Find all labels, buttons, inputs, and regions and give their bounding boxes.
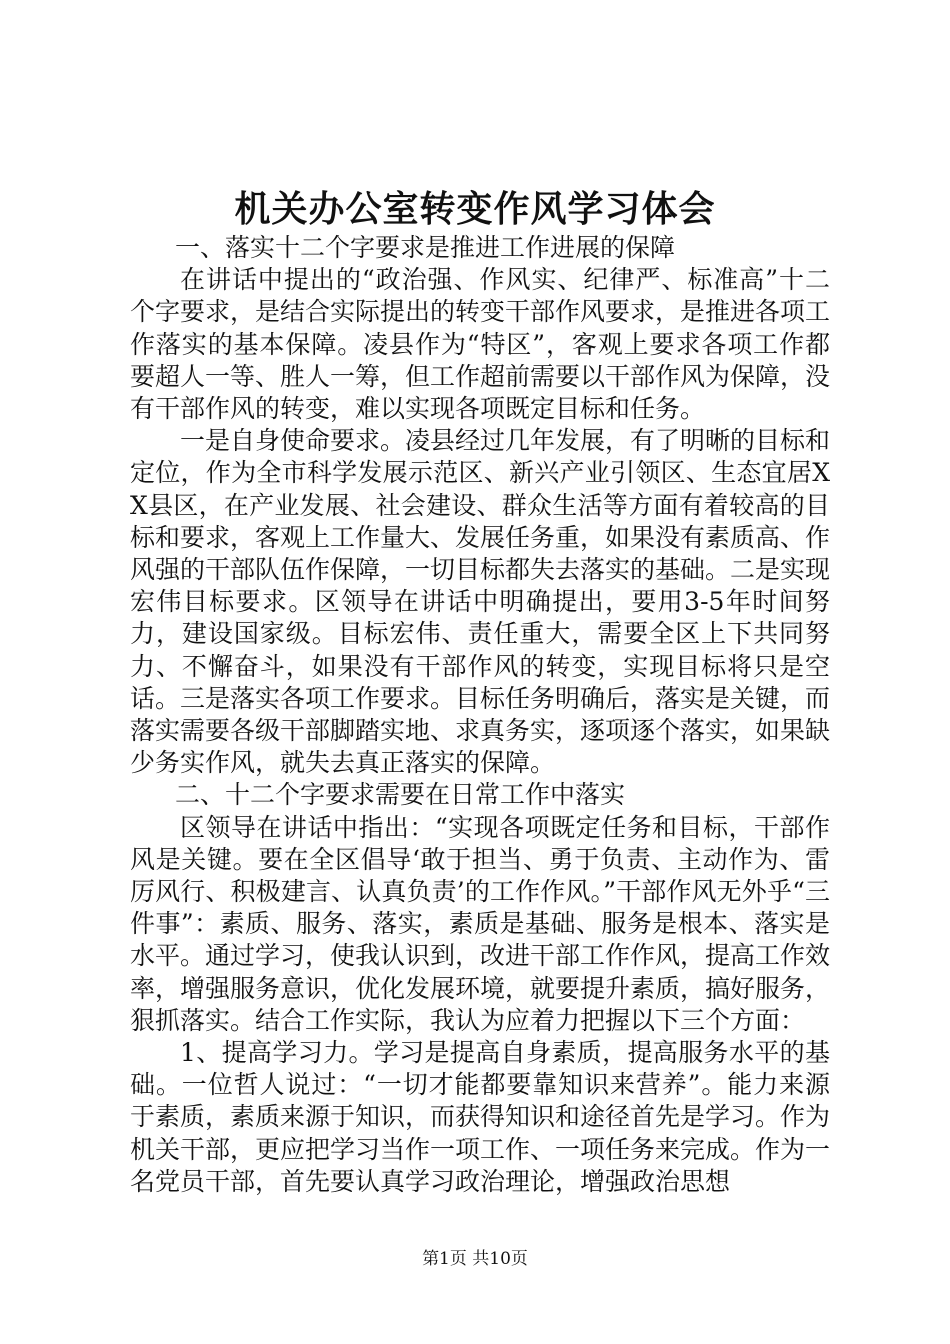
section-heading-2: 二、十二个字要求需要在日常工作中落实: [175, 780, 626, 810]
document-title: 机关办公室转变作风学习体会: [234, 188, 716, 230]
document-body: [130, 232, 830, 1198]
paragraph-2: 一是自身使命要求。凌县经过几年发展，有了明晰的目标和定位，作为全市科学发展示范区、新兴产业引领区、生态宜居XX县区，在产业发展、社会建设、群众生活等方面有着较高的目标和要求，客观上工作量大、发展任务重，如果没有素质高、作风强的干部队伍作保障，一切目标都失去落实的基础。二是实现宏伟目标要求。区领导在讲话中明确提出，要用3-5年时间努力，建设国家级。目标宏伟、责任重大，需要全区上下共同努力、不懈奋斗，如果没有干部作风的转变，实现目标将只是空话。三是落实各项工作要求。目标任务明确后，落实是关键，而落实需要各级干部脚踏实地、求真务实，逐项逐个落实，如果缺少务实作风，就失去真正落实的保障。: [130, 426, 831, 778]
paragraph-1: 在讲话中提出的“政治强、作风实、纪律严、标准高”十二个字要求，是结合实际提出的转变干部作风要求，是推进各项工作落实的基本保障。凌县作为“特区”，客观上要求各项工作都要超人一等、胜人一筹，但工作超前需要以干部作风为保障，没有干部作风的转变，难以实现各项既定目标和任务。: [130, 265, 831, 424]
paragraph-3: 区领导在讲话中指出：“实现各项既定任务和目标，干部作风是关键。要在全区倡导‘敢于担当、勇于负责、主动作为、雷厉风行、积极建言、认真负责’的工作作风。”干部作风无外乎“三件事”：素质、服务、落实，素质是基础、服务是根本、落实是水平。通过学习，使我认识到，改进干部工作作风，提高工作效率，增强服务意识，优化发展环境，就要提升素质，搞好服务，狠抓落实。结合工作实际，我认为应着力把握以下三个方面：: [130, 812, 831, 1035]
section-heading-1: 一、落实十二个字要求是推进工作进展的保障: [175, 233, 676, 262]
paragraph-4: 1、提高学习力。学习是提高自身素质，提高服务水平的基础。一位哲人说过：“一切才能都要靠知识来营养”。能力来源于素质，素质来源于知识，而获得知识和途径首先是学习。作为机关干部，更应把学习当作一项工作、一项任务来完成。作为一名党员干部，首先要认真学习政治理论，增强政治思想: [130, 1038, 831, 1196]
page-footer: 第1页 共10页: [422, 1249, 528, 1269]
